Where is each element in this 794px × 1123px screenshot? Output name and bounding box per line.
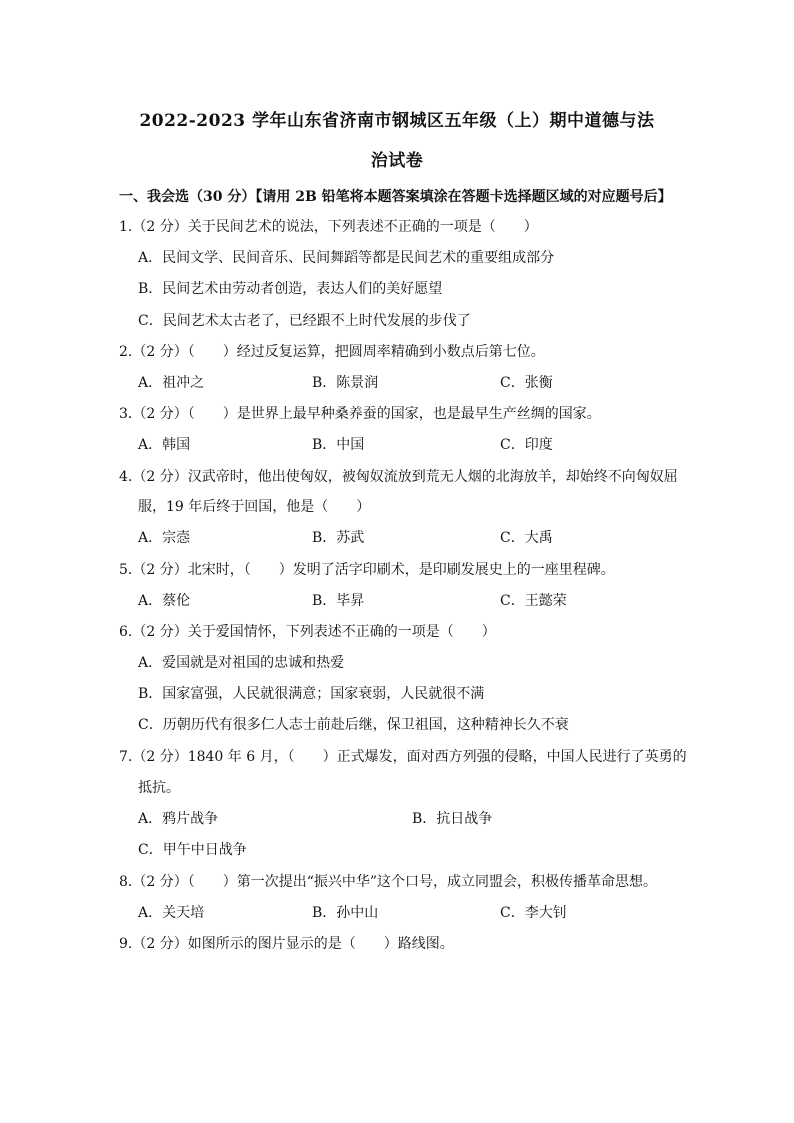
question-5-option-b: B．毕昇 [312, 593, 365, 609]
question-4-stem-continued: 服，19 年后终于回国，他是（ ） [138, 499, 371, 515]
question-4-option-b: B．苏武 [312, 530, 365, 546]
question-1-option-b: B．民间艺术由劳动者创造，表达人们的美好愿望 [138, 281, 443, 297]
question-5-option-c: C．王懿荣 [500, 593, 567, 609]
question-8-option-b: B．孙中山 [312, 905, 379, 921]
question-4-stem: 4.（2 分）汉武帝时，他出使匈奴，被匈奴流放到荒无人烟的北海放羊，却始终不向匈奴屈 [119, 469, 678, 485]
question-2-option-b: B．陈景润 [312, 375, 379, 391]
question-7-stem-continued: 抵抗。 [138, 780, 180, 796]
question-6-stem: 6.（2 分）关于爱国情怀，下列表述不正确的一项是（ ） [119, 624, 496, 640]
question-7-option-b: B．抗日战争 [412, 811, 493, 827]
question-8-option-a: A．关天培 [138, 905, 205, 921]
question-6-option-c: C．历朝历代有很多仁人志士前赴后继，保卫祖国，这种精神长久不衰 [138, 717, 569, 733]
question-1-stem: 1.（2 分）关于民间艺术的说法，下列表述不正确的一项是（ ） [119, 219, 538, 235]
question-8-stem: 8.（2 分）（ ）第一次提出“振兴中华”这个口号，成立同盟会，积极传播革命思想。 [119, 874, 658, 890]
exam-title-line-1: 2022-2023 学年山东省济南市钢城区五年级（上）期中道德与法 [139, 111, 655, 131]
question-6-option-b: B．国家富强，人民就很满意；国家衰弱，人民就很不满 [138, 686, 485, 702]
question-8-option-c: C．李大钊 [500, 905, 567, 921]
question-4-option-c: C．大禹 [500, 530, 553, 546]
question-9-stem: 9.（2 分）如图所示的图片显示的是（ ）路线图。 [119, 936, 454, 952]
question-5-option-a: A．蔡伦 [138, 593, 191, 609]
question-2-stem: 2.（2 分）（ ）经过反复运算，把圆周率精确到小数点后第七位。 [119, 344, 545, 360]
question-2-option-a: A．祖冲之 [138, 375, 205, 391]
question-7-option-a: A．鸦片战争 [138, 811, 219, 827]
question-3-option-b: B．中国 [312, 437, 365, 453]
question-3-stem: 3.（2 分）（ ）是世界上最早种桑养蚕的国家，也是最早生产丝绸的国家。 [119, 406, 601, 422]
question-3-option-c: C．印度 [500, 437, 553, 453]
question-6-option-a: A．爱国就是对祖国的忠诚和热爱 [138, 655, 345, 671]
question-5-stem: 5.（2 分）北宋时，（ ）发明了活字印刷术，是印刷发展史上的一座里程碑。 [119, 562, 615, 578]
question-7-option-c: C．甲午中日战争 [138, 842, 247, 858]
exam-title-line-2: 治试卷 [370, 151, 424, 171]
question-1-option-c: C．民间艺术太古老了，已经跟不上时代发展的步伐了 [138, 313, 471, 329]
question-1-option-a: A．民间文学、民间音乐、民间舞蹈等都是民间艺术的重要组成部分 [138, 250, 555, 266]
question-3-option-a: A．韩国 [138, 437, 191, 453]
question-2-option-c: C．张衡 [500, 375, 553, 391]
question-4-option-a: A．宗悫 [138, 530, 191, 546]
question-7-stem: 7.（2 分）1840 年 6 月，（ ）正式爆发，面对西方列强的侵略，中国人民进行了英勇的 [119, 749, 687, 765]
section-heading: 一、我会选（30 分）【请用 2B 铅笔将本题答案填涂在答题卡选择题区域的对应题号后】 [119, 189, 672, 205]
